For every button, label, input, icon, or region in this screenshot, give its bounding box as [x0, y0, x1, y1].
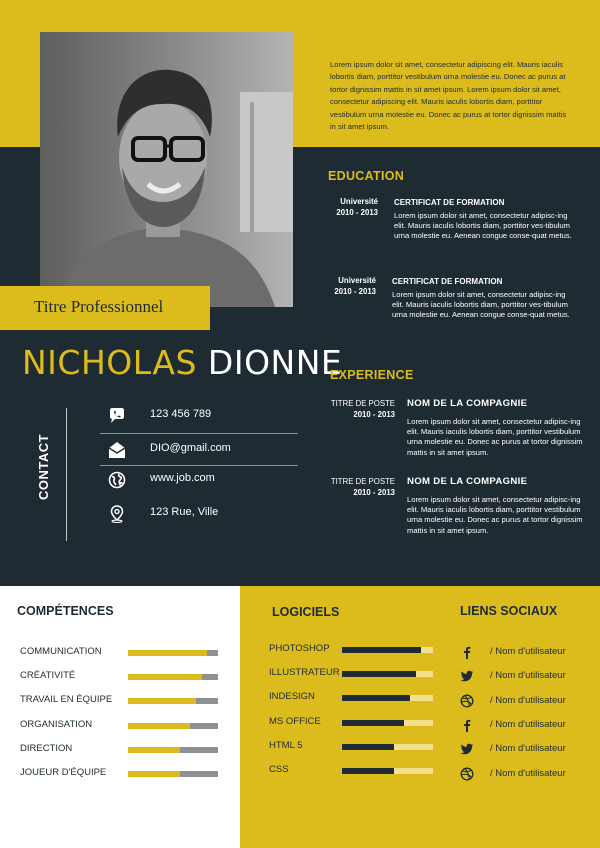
software-label: CSS [269, 764, 289, 775]
experience-description: Lorem ipsum dolor sit amet, consectetur adipisc-ing elit. Mauris iaculis lobortis diam, porttitor vestibulum urna molestie eu. Donec ac purus at tortor dignissim mattis in sit amet ipsum. [407, 417, 583, 457]
education-description: Lorem ipsum dolor sit amet, consectetur adipisc-ing elit. Mauris iaculis lobortis diam, porttitor ves-tibulum urna molestie eu. Aenean congue conse-quat metus. [392, 290, 570, 320]
software-level-bar [342, 671, 433, 677]
software-level-bar [342, 720, 433, 726]
software-label: MS OFFICE [269, 716, 321, 727]
social-link[interactable] [460, 741, 590, 757]
contact-phone-text: 123 456 789 [150, 408, 212, 420]
contact-email-text[interactable]: DIO@gmail.com [150, 442, 231, 454]
skill-level-fill [128, 674, 202, 680]
full-name [22, 343, 342, 382]
software-level-fill [342, 720, 404, 726]
skill-level-fill [128, 723, 190, 729]
experience-entry-2-meta [320, 476, 395, 498]
social-link[interactable] [460, 717, 590, 733]
social-username[interactable]: / Nom d'utilisateur [490, 695, 566, 706]
skill-level-fill [128, 650, 207, 656]
skill-label: DIRECTION [20, 743, 73, 754]
dribbble-icon [460, 694, 474, 708]
last-name: DIONNE [207, 343, 343, 382]
facebook-icon [460, 645, 474, 659]
contact-website-text[interactable]: www.job.com [150, 472, 215, 484]
education-degree: CERTIFICAT DE FORMATION [394, 198, 505, 207]
contact-address [100, 498, 300, 528]
social-username[interactable]: / Nom d'utilisateur [490, 743, 566, 754]
contact-label: CONTACT [36, 433, 51, 500]
social-link[interactable] [460, 693, 590, 709]
professional-title: Titre Professionnel [34, 297, 164, 316]
experience-years: 2010 - 2013 [353, 488, 395, 497]
software-level-bar [342, 744, 433, 750]
experience-role: TITRE DE POSTE [330, 477, 395, 486]
experience-role: TITRE DE POSTE [330, 399, 395, 408]
contact-website[interactable] [100, 464, 300, 494]
software-label: ILLUSTRATEUR [269, 667, 340, 678]
software-level-bar [342, 768, 433, 774]
skill-level-fill [128, 698, 196, 704]
twitter-icon [460, 669, 474, 683]
education-degree: CERTIFICAT DE FORMATION [392, 277, 503, 286]
skill-level-bar [128, 650, 218, 656]
profile-photo [40, 32, 293, 307]
social-username[interactable]: / Nom d'utilisateur [490, 670, 566, 681]
software-label: HTML 5 [269, 740, 303, 751]
experience-company: NOM DE LA COMPAGNIE [407, 398, 528, 409]
social-title: LIENS SOCIAUX [460, 604, 558, 618]
mail-icon [108, 441, 126, 459]
experience-entry-1-meta [320, 398, 395, 420]
experience-description: Lorem ipsum dolor sit amet, consectetur adipisc-ing elit. Mauris iaculis lobortis diam, porttitor vestibulum urna molestie eu. Donec ac purus at tortor dignissim mattis in sit amet ipsum. [407, 495, 583, 535]
education-school: Université [338, 276, 376, 285]
software-level-fill [342, 744, 394, 750]
contact-email[interactable] [100, 434, 300, 464]
education-years: 2010 - 2013 [336, 208, 378, 217]
phone-icon [108, 407, 126, 425]
software-level-fill [342, 671, 416, 677]
skill-label: CRÉATIVITÉ [20, 670, 76, 681]
education-school: Université [340, 197, 378, 206]
skill-level-fill [128, 771, 180, 777]
skill-label: JOUEUR D'ÉQUIPE [20, 767, 107, 778]
software-title: LOGICIELS [272, 605, 340, 619]
dribbble-icon [460, 767, 474, 781]
software-level-fill [342, 768, 394, 774]
contact-phone [100, 400, 300, 430]
software-level-fill [342, 647, 421, 653]
software-level-bar [342, 695, 433, 701]
software-level-bar [342, 647, 433, 653]
skill-level-bar [128, 698, 218, 704]
software-label: INDESIGN [269, 691, 315, 702]
skill-label: COMMUNICATION [20, 646, 102, 657]
experience-title: EXPERIENCE [330, 368, 414, 382]
contact-address-text: 123 Rue, Ville [150, 506, 219, 518]
education-description: Lorem ipsum dolor sit amet, consectetur adipisc-ing elit. Mauris iaculis lobortis diam, porttitor ves-tibulum urna molestie eu. Aenean congue conse-quat metus. [394, 211, 572, 241]
intro-text: Lorem ipsum dolor sit amet, consectetur adipiscing elit. Mauris iaculis lobortis diam, porttitor vestibulum urna molestie eu. Donec ac purus at tortor dignissim mattis in sit amet ipsum. Lorem ipsum dolor sit amet, consectetur adipiscing elit. Mauris iaculis lobortis diam, porttitor vestibulum urna molestie eu. Donec ac purus at tortor dignissim mattis in sit amet ipsum. [330, 60, 567, 132]
skill-level-bar [128, 771, 218, 777]
facebook-icon [460, 718, 474, 732]
software-level-fill [342, 695, 410, 701]
twitter-icon [460, 742, 474, 756]
first-name: NICHOLAS [22, 343, 197, 382]
education-entry-1-meta [320, 196, 378, 218]
experience-company: NOM DE LA COMPAGNIE [407, 476, 528, 487]
social-username[interactable]: / Nom d'utilisateur [490, 719, 566, 730]
social-link[interactable] [460, 644, 590, 660]
software-label: PHOTOSHOP [269, 643, 330, 654]
education-years: 2010 - 2013 [334, 287, 376, 296]
skill-label: TRAVAIL EN ÉQUIPE [20, 694, 113, 705]
contact-divider-vertical [66, 408, 67, 541]
skill-level-bar [128, 747, 218, 753]
skill-level-bar [128, 723, 218, 729]
social-username[interactable]: / Nom d'utilisateur [490, 768, 566, 779]
education-title: EDUCATION [328, 169, 405, 183]
skill-label: ORGANISATION [20, 719, 93, 730]
globe-icon [108, 471, 126, 489]
social-link[interactable] [460, 668, 590, 684]
education-entry-2-meta [318, 275, 376, 297]
competences-panel [0, 586, 240, 848]
location-icon [108, 505, 126, 523]
social-username[interactable]: / Nom d'utilisateur [490, 646, 566, 657]
skill-level-bar [128, 674, 218, 680]
experience-years: 2010 - 2013 [353, 410, 395, 419]
competences-title: COMPÉTENCES [17, 604, 114, 618]
skill-level-fill [128, 747, 180, 753]
social-link[interactable] [460, 766, 590, 782]
